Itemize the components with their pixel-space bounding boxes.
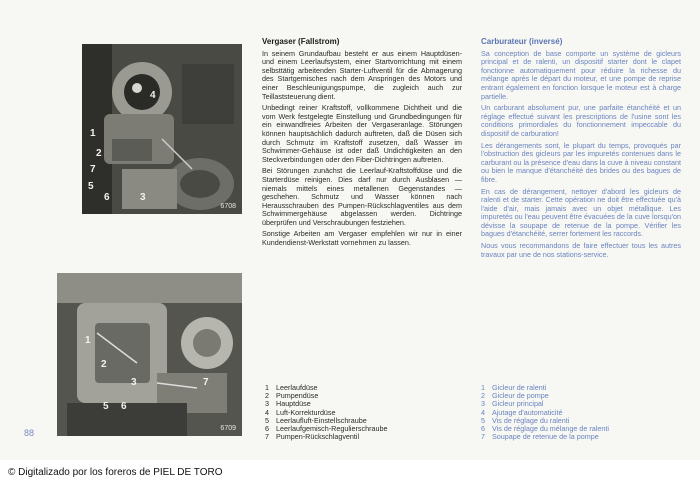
- photo-top-callout-5: 5: [88, 181, 94, 192]
- carburetor-photo-bottom: [57, 273, 242, 436]
- french-paragraph: Sa conception de base comporte un système de gicleurs principal et de ralenti, un dispositif starter dont le clapet fonctionne automatiquement pour réduire la richesse du mélange après le départ du moteur, et une pompe de reprise entrant également en fonction lorsque le moteur est à charge partielle.: [481, 48, 681, 101]
- photo-bottom-callout-2: 2: [101, 359, 107, 370]
- german-paragraph: Sonstige Arbeiten am Vergaser empfehlen wir nur in einer Kundendienst-Werkstatt vornehmen zu lassen.: [262, 229, 462, 248]
- photo-bottom-callout-3: 3: [131, 377, 137, 388]
- carburetor-bottom-illustration: [57, 273, 242, 436]
- photo-bottom-callout-1: 1: [85, 335, 91, 346]
- french-paragraph: Les dérangements sont, le plupart du temps, provoqués par l'obstruction des gicleurs par les impuretés contenues dans le carburant ou la présence d'eau dans la cuve à niveau constant ou bien le manque d'étanchéité des brides ou des bagues de fibre.: [481, 140, 681, 184]
- german-paragraph: Unbedingt reiner Kraftstoff, vollkommene Dichtheit und die vom Werk festgelegte Einstellung und Grundbedingungen für ein einwandfreies Arbeiten der Vergaseranlage. Störungen können hauptsächlich dadurch auftreten, daß die Düsen sich durch Schmutz im Kraftstoff zusetzen, daß Wasser im Schwimmer-Gehäuse ist oder daß Undichtigkeiten an den Steckverbindungen oder den Fiber-Dichtringen auftreten.: [262, 103, 462, 164]
- legend-item: 1 Gicleur de ralenti: [481, 383, 547, 392]
- photo-bottom-callout-6: 6: [121, 401, 127, 412]
- photo-bottom-callout-5: 5: [103, 401, 109, 412]
- legend-item: 3 Hauptdüse: [265, 399, 311, 409]
- legend-item: 1 Leerlaufdüse: [265, 383, 318, 392]
- carburetor-top-illustration: [82, 44, 242, 214]
- legend-item: 4 Ajutage d'automaticité: [481, 407, 563, 417]
- legend-item: 6 Leerlaufgemisch-Regulierschraube: [265, 424, 388, 434]
- photo-bottom-callout-7: 7: [203, 377, 209, 388]
- legend-item: 7 Pumpen-Rückschlagventil: [265, 432, 360, 442]
- legend-item: 5 Leerlaufluft-Einstellschraube: [265, 415, 367, 425]
- legend-item: 5 Vis de réglage du ralenti: [481, 415, 570, 425]
- page-number: 88: [24, 428, 35, 438]
- german-text-column: [262, 38, 462, 251]
- photo-top-callout-3: 3: [140, 192, 146, 203]
- legend-item: 2 Gicleur de pompe: [481, 391, 549, 401]
- french-text-column: [481, 38, 681, 262]
- legend-item: 6 Vis de réglage du mélange de ralenti: [481, 424, 609, 434]
- french-paragraph: Nous vous recommandons de faire effectuer tous les autres travaux par une de nos stations-service.: [481, 241, 681, 259]
- french-paragraph: En cas de dérangement, nettoyer d'abord les gicleurs de ralenti et de starter. Cette opération ne doit être effectuée qu'à l'aide d'air, mais jamais avec un objet métallique. Les impuretés ou l'eau peuvent être évacuées de la cuve lorsqu'on dévisse la soupape de retenue de la pompe. Vérifier les bagues d'étanchéité, serrer fortement les raccords.: [481, 186, 681, 239]
- photo-top-callout-2: 2: [96, 148, 102, 159]
- carburetor-photo-top: [82, 44, 242, 214]
- photo-top-callout-7: 7: [90, 164, 96, 175]
- german-section-title: Vergaser (Fallstrom): [262, 37, 340, 46]
- french-section-title: Carburateur (inversé): [481, 37, 563, 46]
- legend-item: 3 Gicleur principal: [481, 399, 544, 409]
- photo-bottom-code: 6709: [220, 425, 236, 432]
- french-paragraph: Un carburant absolument pur, une parfaite étanchéité et un réglage effectué suivant les prescriptions de l'usine sont les conditions primordiales du fonctionnement impeccable du dispositif de carburation!: [481, 103, 681, 138]
- legend-item: 4 Luft-Korrekturdüse: [265, 407, 336, 417]
- legend-item: 7 Soupape de retenue de la pompe: [481, 432, 599, 442]
- german-paragraph: Bei Störungen zunächst die Leerlauf-Kraftstoffdüse und die Starterdüse reinigen. Dies darf nur durch Ausblasen — niemals mittels eines metallenen Gegenstandes — geschehen. Schmutz und Wasser können nach Herausschrauben des Pumpen-Rückschlagventiles aus dem Schwimmergehäuse abgelassen werden. Dichtringe überprüfen und Verschraubungen festziehen.: [262, 166, 462, 227]
- scan-credit: © Digitalizado por los foreros de PIEL DE TORO: [8, 467, 223, 478]
- photo-top-callout-4: 4: [150, 90, 156, 101]
- german-parts-legend: [265, 384, 387, 441]
- legend-item: 2 Pumpendüse: [265, 391, 319, 401]
- photo-top-callout-6: 6: [104, 192, 110, 203]
- photo-top-callout-1: 1: [90, 128, 96, 139]
- german-paragraph: In seinem Grundaufbau besteht er aus einem Hauptdüsen- und einem Leerlaufsystem, einer Startvorrichtung mit einem selbsttätig arbeitenden Starter-Luftventil für die Abmagerung des Startgemisches nach dem Anspringen des Motors und einer Beschleunigungspumpe, die zugleich auch zur Teillaststeuerung dient.: [262, 48, 462, 101]
- photo-top-code: 6708: [220, 203, 236, 210]
- french-parts-legend: [481, 384, 609, 441]
